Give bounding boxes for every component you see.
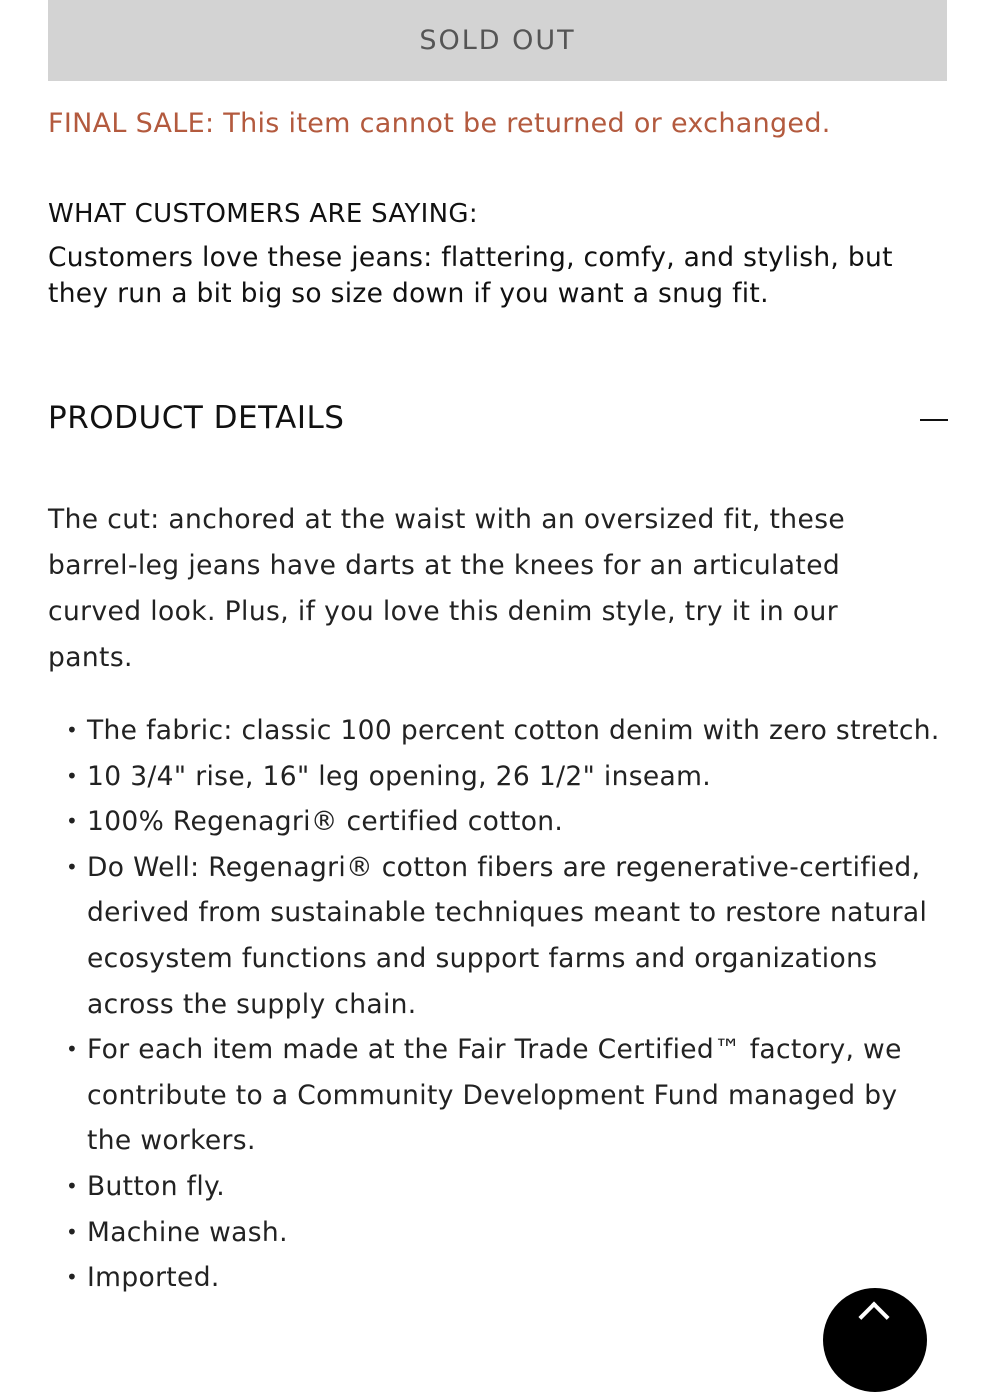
list-item-text: 10 3/4" rise, 16" leg opening, 26 1/2" inseam. <box>87 760 712 792</box>
scroll-to-top-button[interactable] <box>823 1288 927 1392</box>
list-item <box>48 1255 948 1301</box>
bullet-icon: • <box>66 1037 79 1062</box>
bullet-icon: • <box>66 718 79 742</box>
product-details-title: PRODUCT DETAILS <box>48 400 345 436</box>
list-item-text: Imported. <box>87 1262 220 1294</box>
bullet-icon: • <box>66 763 79 788</box>
list-item <box>48 845 948 1027</box>
list-item <box>48 708 948 754</box>
product-details-list <box>48 708 948 1301</box>
bullet-icon: • <box>66 809 79 834</box>
list-item-text: 100% Regenagri® certified cotton. <box>87 806 564 838</box>
list-item-text: The fabric: classic 100 percent cotton denim with zero stretch. <box>87 715 940 746</box>
bullet-icon: • <box>66 1265 79 1290</box>
list-item <box>48 754 948 800</box>
reviews-heading: WHAT CUSTOMERS ARE SAYING: <box>48 199 478 229</box>
list-item <box>48 1027 948 1164</box>
list-item-text: Button fly. <box>87 1170 226 1202</box>
list-item <box>48 799 948 845</box>
bullet-icon: • <box>66 1219 79 1244</box>
list-item-text: For each item made at the Fair Trade Certified™ factory, we contribute to a Community Development Fund managed by the workers. <box>87 1034 902 1157</box>
list-item-text: Machine wash. <box>87 1216 288 1248</box>
final-sale-notice: FINAL SALE: This item cannot be returned or exchanged. <box>48 108 831 139</box>
chevron-up-icon <box>858 1301 889 1332</box>
minus-icon[interactable] <box>920 419 948 421</box>
list-item <box>48 1210 948 1256</box>
product-details-toggle[interactable] <box>48 392 948 444</box>
list-item <box>48 1164 948 1210</box>
bullet-icon: • <box>66 854 79 879</box>
product-details-intro: The cut: anchored at the waist with an oversized fit, these barrel-leg jeans have darts at the knees for an articulated curved look. Plus, if you love this denim style, try it in our pants. <box>48 504 846 673</box>
list-item-text: Do Well: Regenagri® cotton fibers are regenerative-certified, derived from sustainable techniques meant to restore natural ecosystem functions and support farms and organizations across the supply chain. <box>87 851 928 1020</box>
sold-out-button[interactable]: SOLD OUT <box>48 0 947 81</box>
bullet-icon: • <box>66 1173 79 1198</box>
reviews-summary: Customers love these jeans: flattering, comfy, and stylish, but they run a bit big so size down if you want a snug fit. <box>48 242 893 309</box>
